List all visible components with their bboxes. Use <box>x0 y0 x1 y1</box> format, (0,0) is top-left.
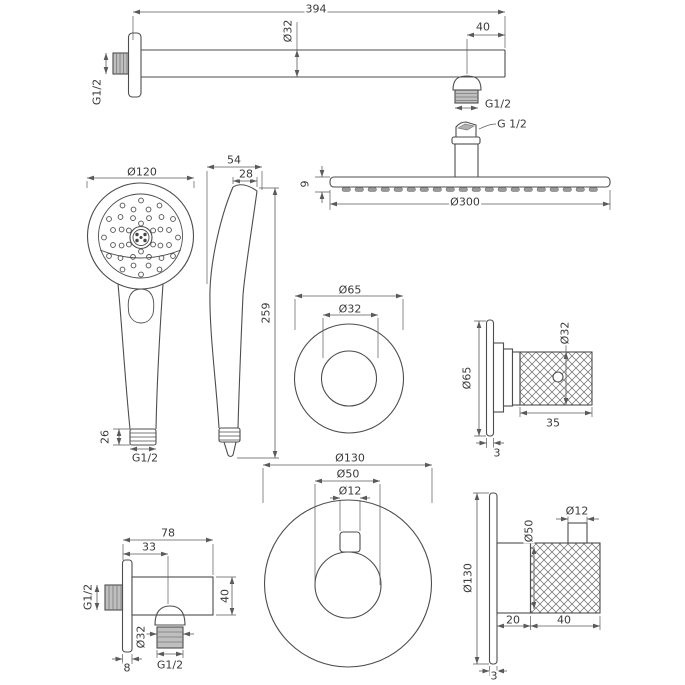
dim-small-valve-side-plate: Ø65 <box>460 366 474 390</box>
small-valve-front <box>295 324 404 433</box>
dim-elbow-outlet-offset: 33 <box>142 540 156 554</box>
dim-large-valve-plate-thickness: 3 <box>490 669 498 683</box>
dim-elbow-outlet-thread: G1/2 <box>156 658 184 672</box>
dim-rain-thread: G 1/2 <box>497 117 527 131</box>
dim-large-valve-knob-length: 40 <box>557 613 571 627</box>
dim-arm-outlet-thread: G1/2 <box>484 97 512 111</box>
dim-large-valve-plate: Ø130 <box>335 451 365 465</box>
wall-outlet-elbow <box>105 560 213 652</box>
dim-elbow-plate-thickness: 8 <box>123 661 131 675</box>
dim-elbow-projection: 78 <box>161 526 175 540</box>
dim-large-valve-stem: Ø12 <box>565 504 589 518</box>
dim-hand-connector-height: 26 <box>98 430 112 444</box>
dim-large-valve-base-length: 20 <box>506 613 520 627</box>
dim-hand-depth: 54 <box>227 153 241 167</box>
dim-large-valve-side-plate: Ø130 <box>461 563 475 593</box>
dim-arm-wall-thread: G1/2 <box>90 78 104 106</box>
small-valve-side <box>487 320 593 436</box>
dim-small-valve-plate-thickness: 3 <box>493 446 501 460</box>
dim-arm-outlet-offset: 40 <box>476 20 490 34</box>
dim-small-valve-knob: Ø32 <box>338 302 362 316</box>
dim-elbow-outlet-diameter: Ø32 <box>134 625 148 649</box>
dim-hand-length: 259 <box>259 302 273 324</box>
dim-small-valve-side-knob: Ø32 <box>558 321 572 345</box>
dim-arm-diameter: Ø32 <box>281 19 295 43</box>
dim-arm-length: 394 <box>305 2 327 16</box>
dim-elbow-wall-thread: G1/2 <box>81 583 95 611</box>
dim-small-valve-knob-length: 35 <box>546 416 560 430</box>
rain-shower-head <box>330 122 610 192</box>
dim-elbow-height: 40 <box>218 589 232 603</box>
hand-shower-front-dimensions <box>87 178 194 449</box>
center-hub <box>130 227 152 249</box>
shower-arm-dimensions <box>106 12 505 108</box>
nozzle-row <box>342 188 598 192</box>
dim-hand-diameter: Ø120 <box>127 165 157 179</box>
hand-shower-front <box>88 183 194 445</box>
hand-shower-side <box>210 185 257 457</box>
dim-large-valve-tab: Ø12 <box>338 484 362 498</box>
dim-hand-head-thickness: 28 <box>239 167 253 181</box>
large-valve-front <box>265 500 432 667</box>
dim-large-valve-side-knob: Ø50 <box>522 519 536 543</box>
shower-arm <box>113 33 505 103</box>
large-valve-side <box>490 493 601 664</box>
dim-rain-thickness: 9 <box>298 180 312 188</box>
dim-small-valve-plate: Ø65 <box>338 283 362 297</box>
dim-rain-diameter: Ø300 <box>450 195 480 209</box>
dim-large-valve-knob: Ø50 <box>336 467 360 481</box>
dim-hand-thread: G1/2 <box>131 451 159 465</box>
